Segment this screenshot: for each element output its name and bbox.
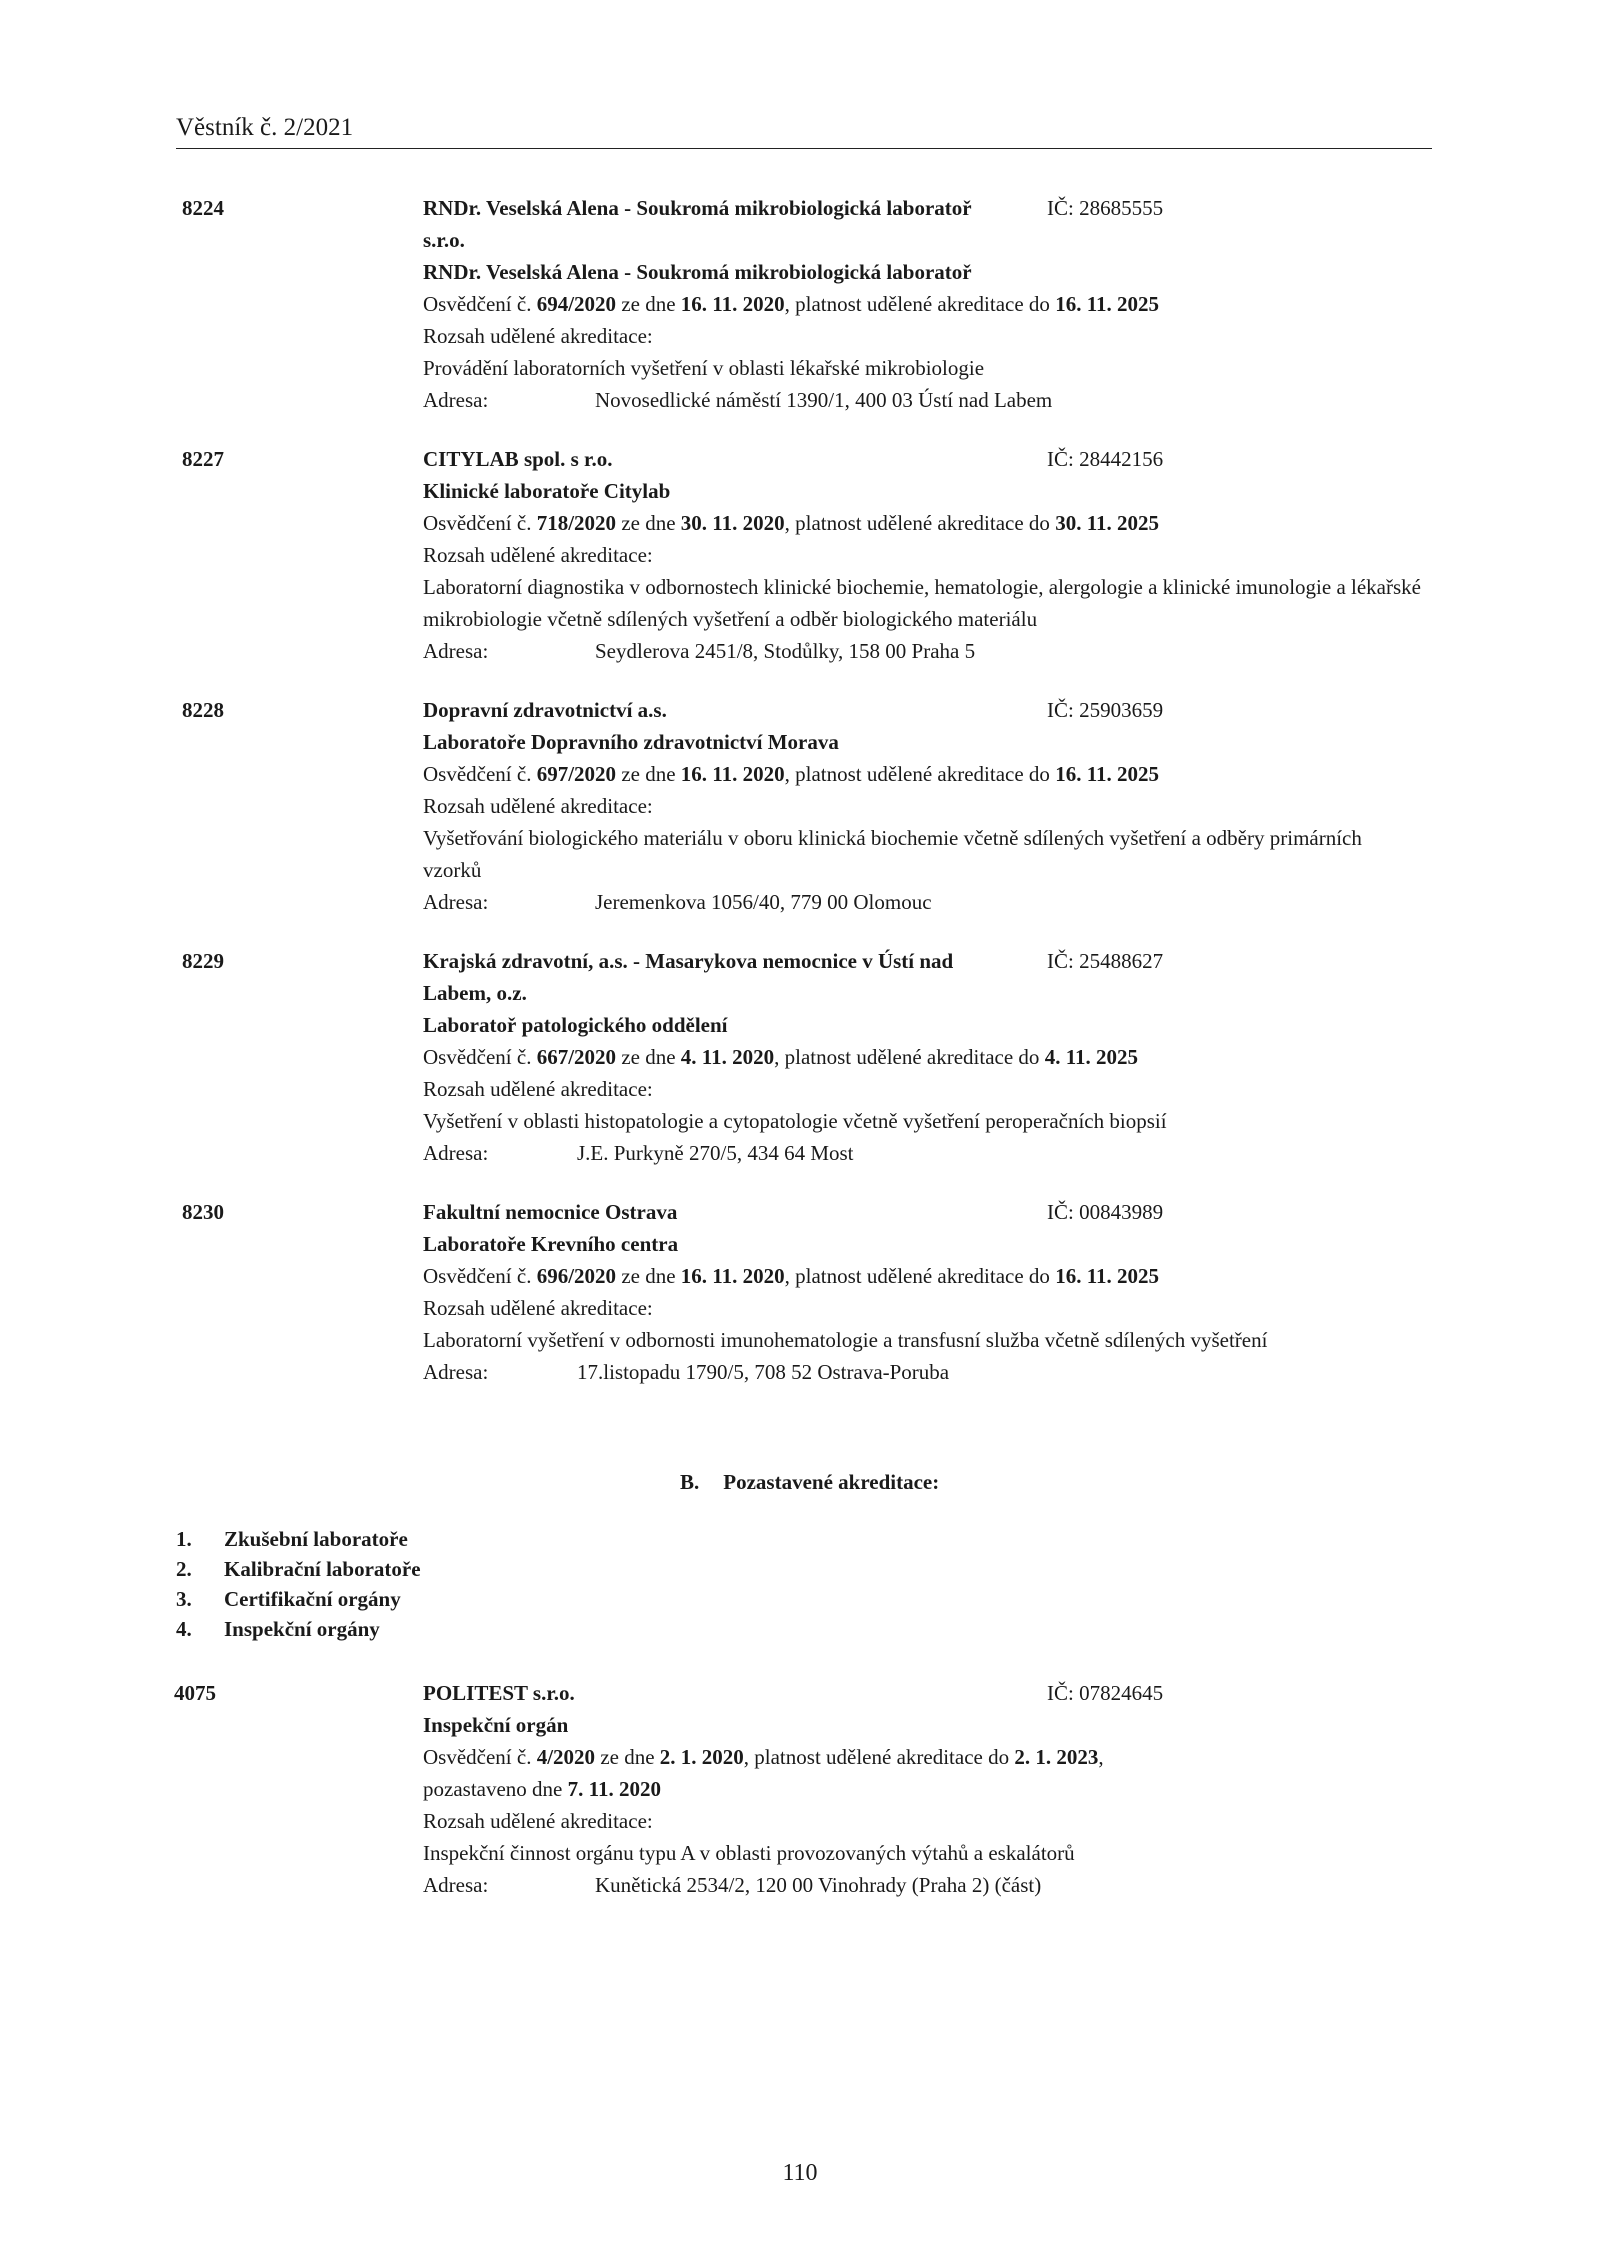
list-item: 2. Kalibrační laboratoře — [176, 1557, 421, 1581]
entry-certificate: Osvědčení č. 697/2020 ze dne 16. 11. 2020, platnost udělené akreditace do 16. 11. 2025 — [423, 762, 1160, 786]
list-item: 3. Certifikační orgány — [176, 1587, 401, 1611]
entry-subtitle: Laboratoř patologického oddělení — [423, 1013, 728, 1037]
entry-title: Dopravní zdravotnictví a.s. — [423, 698, 667, 722]
section-heading: B. Pozastavené akreditace: — [680, 1470, 940, 1494]
scope-label: Rozsah udělené akreditace: — [423, 543, 653, 567]
page-number: 110 — [782, 2160, 818, 2186]
entry-number: 8227 — [182, 447, 224, 471]
entry-address: Adresa: 17.listopadu 1790/5, 708 52 Ostrava-Poruba — [423, 1360, 950, 1384]
scope-label: Rozsah udělené akreditace: — [423, 1809, 653, 1833]
entry-number: 8224 — [182, 196, 224, 220]
entry-ico: IČ: 28685555 — [1047, 196, 1164, 220]
entry-address: Adresa: Jeremenkova 1056/40, 779 00 Olomouc — [423, 890, 932, 914]
entry-certificate: Osvědčení č. 667/2020 ze dne 4. 11. 2020, platnost udělené akreditace do 4. 11. 2025 — [423, 1045, 1139, 1069]
entry-title: CITYLAB spol. s r.o. — [423, 447, 613, 471]
journal-title: Věstník č. 2/2021 — [176, 114, 354, 141]
entry-title: Fakultní nemocnice Ostrava — [423, 1200, 678, 1224]
entry-number: 4075 — [174, 1681, 216, 1705]
entry-ico: IČ: 00843989 — [1047, 1200, 1164, 1224]
scope-label: Rozsah udělené akreditace: — [423, 1077, 653, 1101]
scope-label: Rozsah udělené akreditace: — [423, 324, 653, 348]
entry-title: Krajská zdravotní, a.s. - Masarykova nemocnice v Ústí nad Labem, o.z. — [423, 949, 954, 1005]
entry-subtitle: Laboratoře Krevního centra — [423, 1232, 679, 1256]
scope-label: Rozsah udělené akreditace: — [423, 1296, 653, 1320]
entry-number: 8229 — [182, 949, 224, 973]
entry-title: RNDr. Veselská Alena - Soukromá mikrobiologická laboratoř s.r.o. — [423, 196, 972, 252]
page-header — [176, 112, 1432, 149]
entry-certificate: Osvědčení č. 696/2020 ze dne 16. 11. 2020, platnost udělené akreditace do 16. 11. 2025 — [423, 1264, 1160, 1288]
entry-subtitle: Klinické laboratoře Citylab — [423, 479, 671, 503]
entry-subtitle: Inspekční orgán — [423, 1713, 569, 1737]
entry-subtitle: RNDr. Veselská Alena - Soukromá mikrobiologická laboratoř — [423, 260, 972, 284]
entry-number: 8228 — [182, 698, 224, 722]
entry-certificate: Osvědčení č. 694/2020 ze dne 16. 11. 2020, platnost udělené akreditace do 16. 11. 2025 — [423, 292, 1160, 316]
entry-scope: Laboratorní vyšetření v odbornosti imunohematologie a transfusní služba včetně sdílených vyšetření — [423, 1328, 1268, 1352]
entry-title: POLITEST s.r.o. — [423, 1681, 575, 1705]
scope-label: Rozsah udělené akreditace: — [423, 794, 653, 818]
entry-scope: Vyšetřování biologického materiálu v oboru klinická biochemie včetně sdílených vyšetření a odběry primárních vzorků — [423, 826, 1362, 882]
entry-certificate: Osvědčení č. 4/2020 ze dne 2. 1. 2020, platnost udělené akreditace do 2. 1. 2023, — [423, 1745, 1104, 1769]
entry-address: Adresa: Seydlerova 2451/8, Stodůlky, 158 00 Praha 5 — [423, 639, 976, 663]
entry-scope: Laboratorní diagnostika v odbornostech klinické biochemie, hematologie, alergologie a klinické imunologie a lékařské mikrobiologie včetně sdílených vyšetření a odběr biologického materiálu — [423, 575, 1421, 631]
entry-address: Adresa: Novosedlické náměstí 1390/1, 400 03 Ústí nad Labem — [423, 388, 1053, 412]
category-list — [176, 1524, 421, 1644]
list-item: 1. Zkušební laboratoře — [176, 1527, 408, 1551]
entry-certificate: Osvědčení č. 718/2020 ze dne 30. 11. 2020, platnost udělené akreditace do 30. 11. 2025 — [423, 511, 1160, 535]
list-item: 4. Inspekční orgány — [176, 1617, 380, 1641]
entry-scope: Vyšetření v oblasti histopatologie a cytopatologie včetně vyšetření peroperačních biopsií — [423, 1109, 1167, 1133]
entry-ico: IČ: 07824645 — [1047, 1681, 1164, 1705]
entry-ico: IČ: 25903659 — [1047, 698, 1164, 722]
entry-ico: IČ: 28442156 — [1047, 447, 1164, 471]
entry-ico: IČ: 25488627 — [1047, 949, 1164, 973]
entry-scope: Provádění laboratorních vyšetření v oblasti lékařské mikrobiologie — [423, 356, 985, 380]
suspension-date: pozastaveno dne 7. 11. 2020 — [423, 1777, 661, 1801]
entry-scope: Inspekční činnost orgánu typu A v oblasti provozovaných výtahů a eskalátorů — [423, 1841, 1075, 1865]
entry-address: Adresa: J.E. Purkyně 270/5, 434 64 Most — [423, 1141, 854, 1165]
entry-number: 8230 — [182, 1200, 224, 1224]
entry-subtitle: Laboratoře Dopravního zdravotnictví Morava — [423, 730, 839, 754]
entry-address: Adresa: Kunětická 2534/2, 120 00 Vinohrady (Praha 2) (část) — [423, 1873, 1042, 1897]
